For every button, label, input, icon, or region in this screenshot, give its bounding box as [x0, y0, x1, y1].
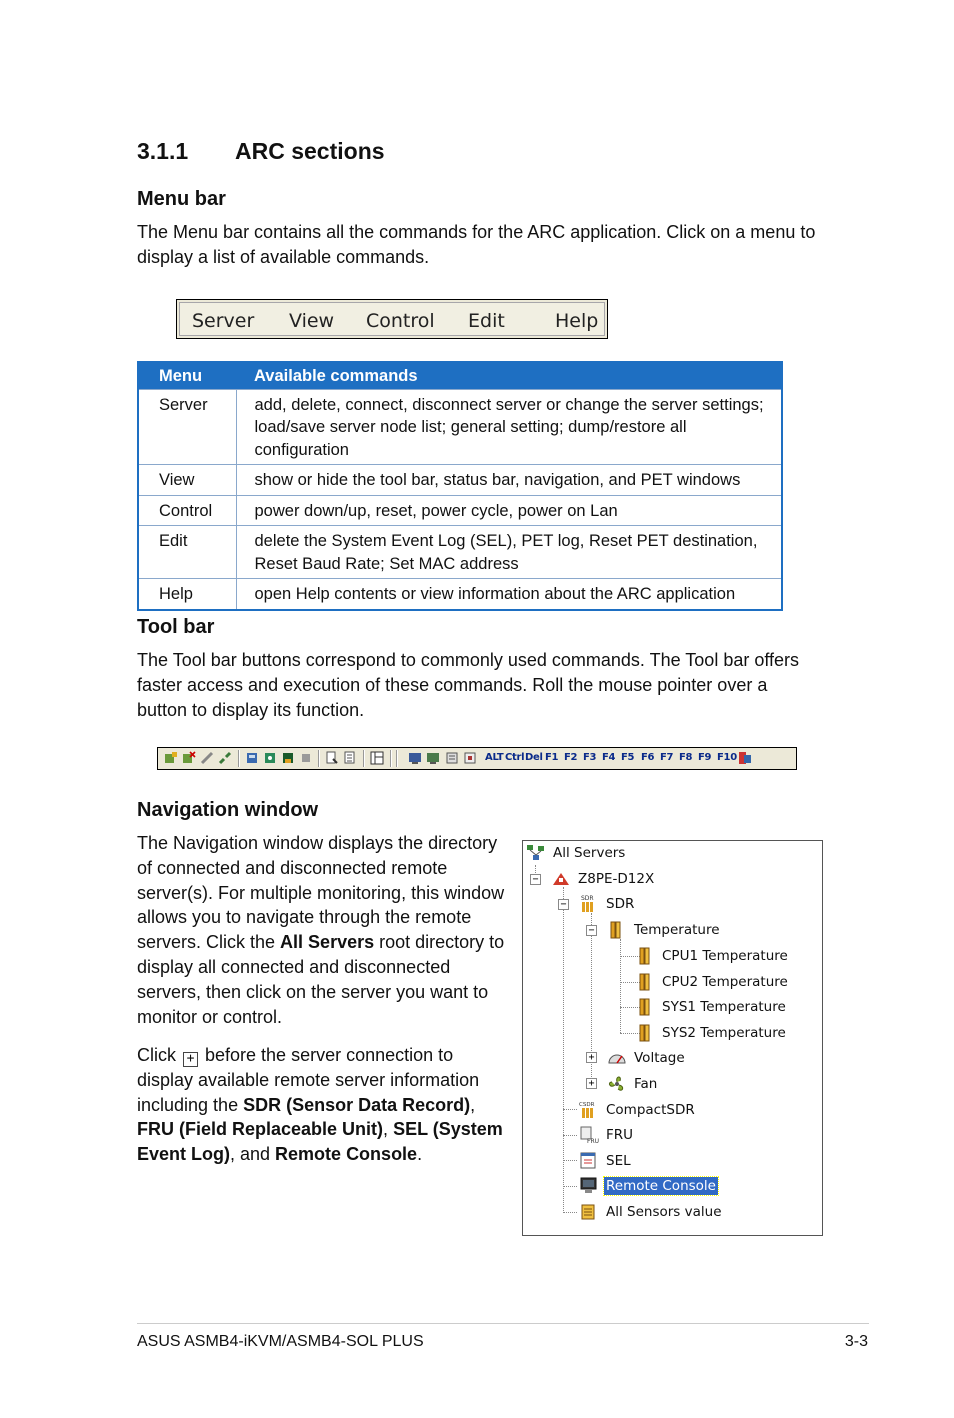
tree-connector	[563, 1135, 577, 1136]
table-cell-menu: Edit	[138, 526, 236, 579]
server-setting-icon[interactable]	[245, 751, 259, 765]
sensors-list-icon	[579, 1203, 599, 1221]
tool-bar-description: The Tool bar buttons correspond to commonly used commands. The Tool bar offers faster access and execution of these commands. Roll the mouse pointer over a button to display its function.	[137, 650, 800, 720]
fru-icon	[579, 1126, 599, 1144]
toolbar-separator	[363, 750, 365, 767]
menu-item-control[interactable]: Control	[366, 310, 435, 332]
collapse-temperature-toggle[interactable]: −	[586, 925, 597, 936]
text-run: ,	[470, 1094, 476, 1115]
table-row	[138, 579, 782, 610]
tool-bar-screenshot	[157, 747, 797, 770]
power-down-icon[interactable]	[408, 751, 422, 765]
sdr-folder-icon	[579, 895, 599, 913]
table-cell-commands: add, delete, connect, disconnect server or change the server settings; load/save server node list; general setting; dump/restore all configuration	[236, 389, 782, 465]
text-run: .	[417, 1144, 423, 1165]
tree-label-selected: Remote Console	[606, 1178, 716, 1194]
network-icon	[526, 844, 546, 862]
table-row	[138, 389, 782, 465]
menu-item-edit[interactable]: Edit	[468, 310, 505, 332]
tree-item-fan[interactable]	[607, 1074, 659, 1094]
sensor-icon	[635, 1024, 655, 1042]
tree-item-fru[interactable]	[579, 1125, 635, 1145]
key-f7[interactable]: F7	[660, 752, 674, 763]
navigation-paragraph-1	[137, 831, 511, 1029]
key-f8[interactable]: F8	[679, 752, 693, 763]
navigation-heading: Navigation window	[137, 799, 319, 821]
toolbar-separator	[318, 750, 320, 767]
tree-label: SDR	[606, 896, 635, 912]
window-layout-icon[interactable]	[370, 751, 384, 765]
tree-item-sdr[interactable]	[579, 894, 636, 914]
tree-label: SEL	[606, 1153, 631, 1169]
compact-sdr-icon	[579, 1101, 599, 1119]
table-cell-menu: Control	[138, 495, 236, 526]
table-cell-commands: show or hide the tool bar, status bar, navigation, and PET windows	[236, 465, 782, 496]
tree-item-voltage[interactable]	[607, 1048, 687, 1068]
key-del[interactable]: Del	[525, 752, 543, 763]
menu-bar-screenshot	[176, 299, 608, 339]
key-f10[interactable]: F10	[717, 752, 737, 763]
add-server-icon[interactable]	[164, 751, 178, 765]
save-icon[interactable]	[281, 751, 295, 765]
icon-badge-text: CSDR	[579, 1102, 595, 1108]
bold-sdr: SDR (Sensor Data Record)	[243, 1094, 471, 1115]
delete-server-icon[interactable]	[182, 751, 196, 765]
tree-item-cpu2-temperature[interactable]	[635, 972, 790, 992]
voltage-gauge-icon	[607, 1049, 627, 1067]
table-cell-menu: Server	[138, 389, 236, 465]
power-cycle-icon[interactable]	[463, 751, 477, 765]
tree-label: Temperature	[634, 922, 720, 938]
table-cell-commands: delete the System Event Log (SEL), PET log, Reset PET destination, Reset Baud Rate; Set MAC address	[236, 526, 782, 579]
tree-item-compactsdr[interactable]	[579, 1100, 697, 1120]
navigation-paragraph-2	[137, 1043, 511, 1167]
key-f4[interactable]: F4	[602, 752, 616, 763]
icon-badge-text: SDR	[581, 895, 594, 902]
tree-label: CompactSDR	[606, 1102, 695, 1118]
tree-connector	[563, 887, 564, 1213]
key-f1[interactable]: F1	[545, 752, 559, 763]
table-row	[138, 495, 782, 526]
sensor-icon	[635, 998, 655, 1016]
sensor-icon	[635, 973, 655, 991]
tree-label: Fan	[634, 1076, 658, 1092]
key-f9[interactable]: F9	[698, 752, 712, 763]
help-icon[interactable]	[738, 751, 752, 765]
menu-bar-heading: Menu bar	[137, 188, 226, 210]
bold-remote-console: Remote Console	[275, 1144, 418, 1165]
tree-item-all-servers[interactable]	[526, 843, 627, 863]
expand-voltage-toggle[interactable]: +	[586, 1052, 597, 1063]
table-header-menu: Menu	[138, 362, 236, 389]
tree-connector	[563, 1109, 577, 1110]
text-run: root directory to display all connected and disconnected servers, then click on the server you want to monitor or control.	[137, 932, 505, 1027]
collapse-server-toggle[interactable]: −	[530, 874, 541, 885]
text-run: before the server connection to display available remote server information including the	[137, 1045, 480, 1115]
tree-label: SYS2 Temperature	[662, 1025, 786, 1041]
tree-label: All Sensors value	[606, 1204, 722, 1220]
tree-connector	[563, 1186, 577, 1187]
tree-label: Voltage	[634, 1050, 685, 1066]
load-icon[interactable]	[263, 751, 277, 765]
connect-icon[interactable]	[200, 751, 214, 765]
reset-icon[interactable]	[445, 751, 459, 765]
menu-item-view[interactable]: View	[289, 310, 335, 332]
icon-badge-text: FRU	[587, 1138, 599, 1144]
tree-item-cpu1-temperature[interactable]	[635, 946, 790, 966]
tree-item-server[interactable]	[551, 869, 656, 889]
table-cell-commands: open Help contents or view information about the ARC application	[236, 579, 782, 610]
text-run: Click	[137, 1045, 181, 1065]
restore-icon[interactable]	[343, 751, 357, 765]
general-setting-icon[interactable]	[299, 751, 313, 765]
text-run: ,	[383, 1119, 394, 1140]
section-heading: ARC sections	[235, 138, 385, 164]
tree-label: Z8PE-D12X	[578, 871, 655, 887]
bold-sel: SEL (System Event Log)	[137, 1119, 503, 1165]
text-run: The Navigation window displays the directory of connected and disconnected remote server(s). For multiple monitoring, this window allows you to navigate through the remote servers. Click the	[137, 833, 505, 953]
table-cell-menu: View	[138, 465, 236, 496]
tree-item-sys1-temperature[interactable]	[635, 997, 788, 1017]
thermometer-folder-icon	[607, 921, 627, 939]
key-f2[interactable]: F2	[564, 752, 578, 763]
key-f6[interactable]: F6	[641, 752, 655, 763]
tree-label: CPU2 Temperature	[662, 974, 788, 990]
disconnect-icon[interactable]	[218, 751, 232, 765]
section-title	[137, 138, 385, 165]
tree-label: FRU	[606, 1127, 634, 1143]
tree-item-temperature[interactable]	[607, 920, 722, 940]
footer-divider	[137, 1323, 869, 1324]
tool-bar-heading: Tool bar	[137, 616, 215, 638]
sensor-icon	[635, 947, 655, 965]
tree-item-all-sensors[interactable]	[579, 1202, 724, 1222]
text-run: , and	[230, 1144, 276, 1165]
tree-connector	[563, 1212, 577, 1213]
key-f3[interactable]: F3	[583, 752, 597, 763]
tree-label: All Servers	[553, 845, 626, 861]
tree-connector	[620, 939, 621, 1033]
menu-item-server[interactable]: Server	[192, 310, 255, 332]
server-alert-icon	[551, 870, 571, 888]
footer-page-number: 3-3	[844, 1333, 868, 1350]
tree-connector	[563, 1160, 577, 1161]
table-row	[138, 526, 782, 579]
table-row	[138, 465, 782, 496]
collapse-sdr-toggle[interactable]: −	[558, 899, 569, 910]
dump-icon[interactable]	[325, 751, 339, 765]
expand-plus-icon: +	[183, 1052, 198, 1067]
key-f5[interactable]: F5	[621, 752, 635, 763]
section-number: 3.1.1	[137, 138, 189, 164]
power-up-icon[interactable]	[426, 751, 440, 765]
tree-item-sys2-temperature[interactable]	[635, 1023, 788, 1043]
expand-fan-toggle[interactable]: +	[586, 1078, 597, 1089]
event-log-icon	[579, 1152, 599, 1170]
key-alt[interactable]: ALT	[485, 752, 504, 763]
console-monitor-icon	[579, 1177, 599, 1195]
table-cell-commands: power down/up, reset, power cycle, power on Lan	[236, 495, 782, 526]
menu-item-help[interactable]: Help	[555, 310, 599, 332]
table-cell-menu: Help	[138, 579, 236, 610]
navigation-tree-screenshot	[522, 840, 823, 1236]
bold-fru: FRU (Field Replaceable Unit)	[137, 1119, 384, 1140]
tree-item-sel[interactable]	[579, 1151, 633, 1171]
footer-product-name: ASUS ASMB4-iKVM/ASMB4-SOL PLUS	[137, 1333, 424, 1350]
key-ctrl[interactable]: Ctrl	[505, 752, 525, 763]
menu-bar-description: The Menu bar contains all the commands for the ARC application. Click on a menu to display a list of available commands.	[137, 222, 816, 267]
toolbar-separator	[390, 750, 392, 767]
toolbar-separator	[396, 750, 398, 767]
bold-all-servers: All Servers	[280, 932, 375, 953]
fan-icon	[607, 1075, 627, 1093]
table-header-row	[138, 362, 782, 389]
commands-table	[137, 361, 783, 611]
tree-label: CPU1 Temperature	[662, 948, 788, 964]
tree-label: SYS1 Temperature	[662, 999, 786, 1015]
table-header-commands: Available commands	[236, 362, 782, 389]
toolbar-separator	[238, 750, 240, 767]
tree-item-remote-console[interactable]	[579, 1176, 718, 1196]
